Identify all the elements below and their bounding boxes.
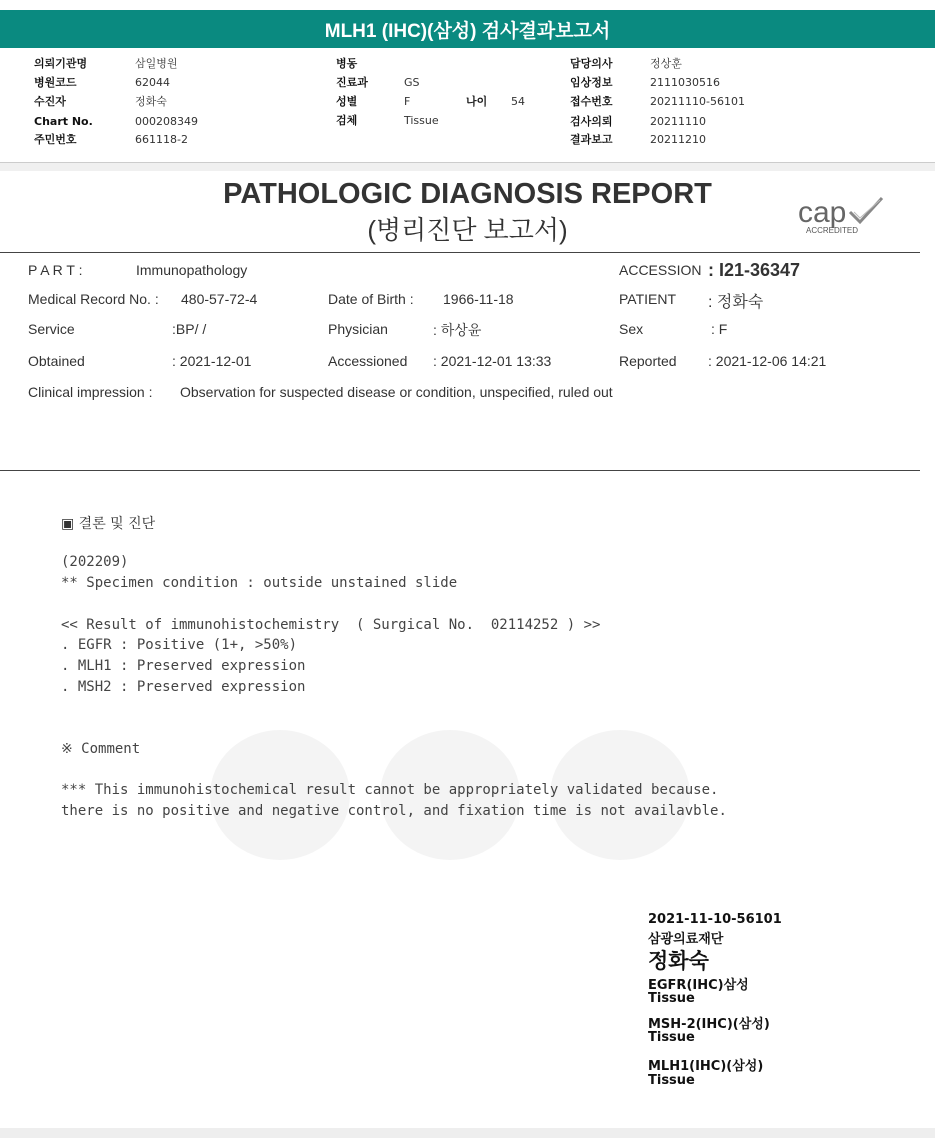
report-subtitle: (병리진단 보고서): [367, 215, 568, 245]
header-label: 진료과: [336, 76, 368, 89]
dob-label: Date of Birth :: [328, 291, 414, 307]
bottom-margin: [0, 1128, 935, 1138]
header-value: GS: [404, 76, 420, 89]
sex-value: : F: [711, 321, 728, 337]
obtained-label: Obtained: [28, 353, 85, 369]
patient-value: : 정화숙: [708, 294, 764, 311]
obtained-value: : 2021-12-01: [172, 353, 252, 369]
header-value: 삼일병원: [135, 57, 178, 70]
clinical-impression-label: Clinical impression :: [28, 384, 153, 400]
header-label: 결과보고: [570, 133, 613, 146]
dob-value: 1966-11-18: [443, 291, 514, 307]
header-value: F: [404, 95, 411, 108]
header-value: Tissue: [404, 114, 439, 127]
age-value: 54: [511, 95, 525, 108]
comment-line: there is no positive and negative control, and fixation time is not availavble.: [61, 803, 727, 819]
comment-line: *** This immunohistochemical result cannot be appropriately validated because.: [61, 782, 719, 798]
mrn-label: Medical Record No. :: [28, 291, 159, 307]
header-info-table: [0, 52, 935, 163]
header-label: 임상정보: [570, 76, 613, 89]
horizontal-rule: [0, 470, 920, 471]
header-label: 접수번호: [570, 95, 613, 108]
header-label: 담당의사: [570, 57, 613, 70]
specimen-condition: ** Specimen condition : outside unstained slide: [61, 575, 458, 591]
header-value: 정상훈: [650, 57, 682, 70]
comment-heading: ※ Comment: [61, 741, 141, 757]
report-title-bar: [0, 10, 935, 48]
sticker-test-specimen: Tissue: [648, 1030, 695, 1045]
title-bar-text: MLH1 (IHC)(삼성) 검사결과보고서: [324, 20, 611, 42]
result-line: . EGFR : Positive (1+, >50%): [61, 637, 298, 653]
diagnosis-code: (202209): [61, 554, 129, 570]
header-label: 병원코드: [34, 76, 77, 89]
sticker-org: 삼광의료재단: [648, 932, 724, 947]
service-value: :BP/ /: [172, 321, 207, 337]
sticker-test-name: MSH-2(IHC)(삼성): [648, 1017, 770, 1032]
sticker-patient: 정화숙: [648, 949, 709, 973]
service-label: Service: [28, 321, 75, 337]
header-value: 2111030516: [650, 76, 720, 89]
header-value: 20211110: [650, 115, 706, 128]
section-divider: [0, 163, 935, 171]
sex-label: Sex: [619, 321, 644, 337]
header-label: 의뢰기관명: [34, 57, 88, 70]
age-label: 나이: [466, 95, 488, 108]
cap-logo-text: cap: [798, 196, 847, 229]
result-line: . MLH1 : Preserved expression: [61, 658, 306, 674]
header-label: 주민번호: [34, 133, 77, 146]
physician-value: : 하상윤: [433, 322, 482, 338]
result-heading: << Result of immunohistochemistry ( Surgical No. 02114252 ) >>: [61, 617, 601, 633]
mrn-value: 480-57-72-4: [181, 291, 258, 307]
header-label: 병동: [336, 57, 358, 70]
header-label: 성별: [336, 95, 358, 108]
sticker-accession: 2021-11-10-56101: [648, 912, 782, 927]
part-value: Immunopathology: [136, 262, 248, 278]
reported-value: : 2021-12-06 14:21: [708, 353, 827, 369]
patient-label: PATIENT: [619, 291, 677, 307]
accessioned-label: Accessioned: [328, 353, 408, 369]
clinical-impression-value: Observation for suspected disease or condition, unspecified, ruled out: [180, 384, 613, 400]
horizontal-rule: [0, 252, 920, 253]
header-value: 20211210: [650, 133, 706, 146]
header-value: 정화숙: [135, 95, 167, 108]
checkmark-icon: [846, 196, 886, 226]
sticker-test-specimen: Tissue: [648, 991, 695, 1006]
sticker-test-name: EGFR(IHC)삼성: [648, 978, 749, 993]
report-title: PATHOLOGIC DIAGNOSIS REPORT: [223, 178, 712, 210]
cap-logo-subtext: ACCREDITED: [806, 226, 859, 235]
header-value: 000208349: [135, 115, 198, 128]
sticker-test-name: MLH1(IHC)(삼성): [648, 1059, 764, 1074]
accession-value: : I21-36347: [708, 260, 801, 280]
cap-accredited-logo: [798, 196, 890, 238]
section-heading: ▣ 결론 및 진단: [61, 516, 156, 532]
result-line: . MSH2 : Preserved expression: [61, 679, 306, 695]
accessioned-value: : 2021-12-01 13:33: [433, 353, 552, 369]
header-label: 검사의뢰: [570, 115, 613, 128]
header-value: 661118-2: [135, 133, 188, 146]
header-value: 20211110-56101: [650, 95, 745, 108]
part-label: P A R T :: [28, 262, 83, 278]
accession-label: ACCESSION: [619, 262, 702, 278]
sticker-test-specimen: Tissue: [648, 1073, 695, 1088]
header-label: 수진자: [34, 95, 66, 108]
header-label: 검체: [336, 114, 358, 127]
physician-label: Physician: [328, 321, 388, 337]
header-value: 62044: [135, 76, 170, 89]
header-label: Chart No.: [34, 115, 93, 128]
reported-label: Reported: [619, 353, 677, 369]
